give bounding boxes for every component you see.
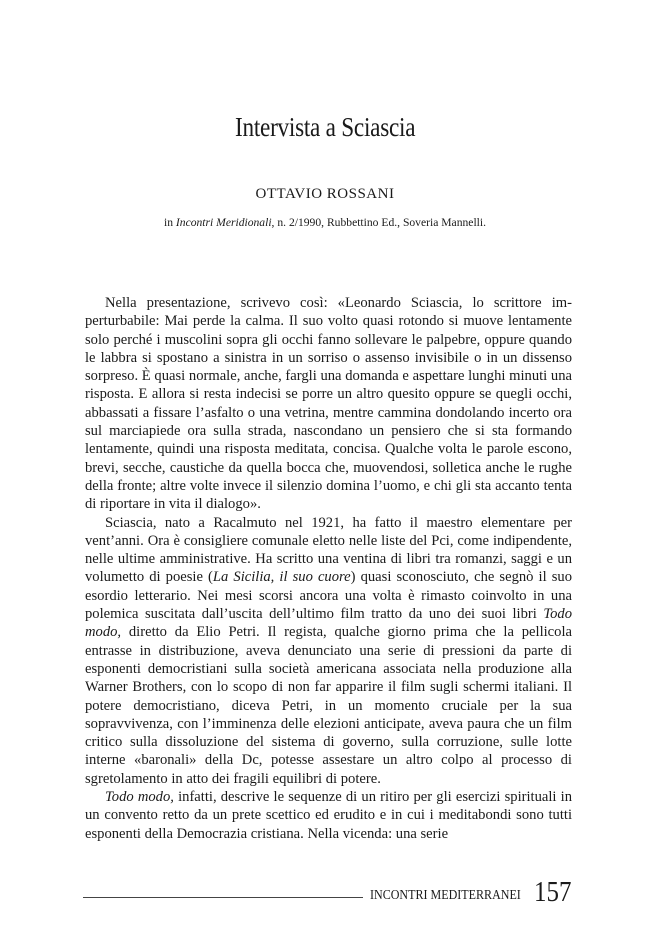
paragraph (85, 788, 572, 843)
text-run: diretto da Elio Petri. Il regista, qualche giorno prima che la pellicola entrasse in distribuzione, aveva denunciato una serie di pressioni da parte di esponenti democristiani sulla società americana associata nella produzione alla Warner Brothers, con lo scopo di non far apparire il film sugli schermi italiani. Il potere democristiano, diceva Petri, in un momento cruciale per la sua sopravvivenza, con l’imminenza delle elezioni anticipate, aveva paura che un film critico sulla dissoluzione del sistema di governo, sulla corruzione, sulle lotte interne «baronali» della Dc, potesse assestare un altro colpo al processo di sgretolamento in atto dei fragili equilibri di potere. (85, 624, 572, 787)
source-prefix: in (163, 216, 176, 229)
paragraph (85, 514, 572, 788)
footer-rule (83, 897, 363, 898)
text-run: infatti, descrive le sequenze di un ritiro per gli esercizi spirituali in un convento retto da un prete scettico ed erudito e in cui i meditabondi sono tutti esponenti della Democrazia cristiana. Nella vicenda: una serie (85, 789, 572, 842)
text-run: ) quasi sconosciuto, che segnò il suo esordio letterario. Nei mesi scorsi ancora una volta è rimasto coinvolto in una polemica suscitata dall’uscita dell’ultimo film tratto da uno dei suoi libri (85, 569, 573, 623)
article-source (0, 216, 650, 229)
article-body (85, 294, 572, 843)
book-title: La Sicilia, il suo cuore (212, 569, 351, 586)
article-author: OTTAVIO ROSSANI (255, 186, 395, 202)
book-title: Todo modo, (85, 606, 572, 641)
article-title: Intervista a Sciascia (235, 112, 416, 142)
footer-journal-label: INCONTRI MEDITERRANEI (370, 888, 521, 903)
page-number: 157 (534, 876, 572, 908)
paragraph (85, 294, 572, 514)
source-suffix: , n. 2/1990, Rubbettino Ed., Soveria Mannelli. (271, 216, 487, 229)
book-title: Todo modo, (105, 789, 174, 806)
text-run: Sciascia, nato a Racalmuto nel 1921, ha fatto il maestro elementare per vent’anni. Ora è consigliere comunale eletto nelle liste del Pci, come indipendente, nelle ultime amministrative. Ha scritto una ventina di libri tra romanzi, saggi e un volumetto di poesie ( (85, 514, 572, 586)
source-journal: Incontri Meridionali (175, 216, 272, 229)
text-run: Nella presentazione, scrivevo così: «Leonardo Sciascia, lo scrittore imperturbabile: Mai perde la calma. Il suo volto quasi rotondo si muove lentamente solo perché i muscolini sopra gli occhi fanno sollevare le palpebre, oppure quando le labbra si spostano a sinistra in un sorriso o assenso invisibile o in un dissenso sorpreso. È quasi normale, anche, fargli una domanda e aspettare lunghi minuti una risposta. E allora si resta indecisi se porre un altro quesito oppure se quegli occhi, abbassati a fissare l’asfalto o una vetrina, mentre cammina dondolando incerto ora sul marciapiede ora sulla strada, nascondano un pensiero che si sta formando lentamente, quindi una risposta meditata, concisa. Qualche volta le parole escono, brevi, secche, caustiche da quella bocca che, muovendosi, solletica anche le rughe della fronte; altre volte invece il silenzio domina l’uomo, e chi gli sta accanto tenta di riportare in vita il dialogo». (85, 295, 572, 513)
